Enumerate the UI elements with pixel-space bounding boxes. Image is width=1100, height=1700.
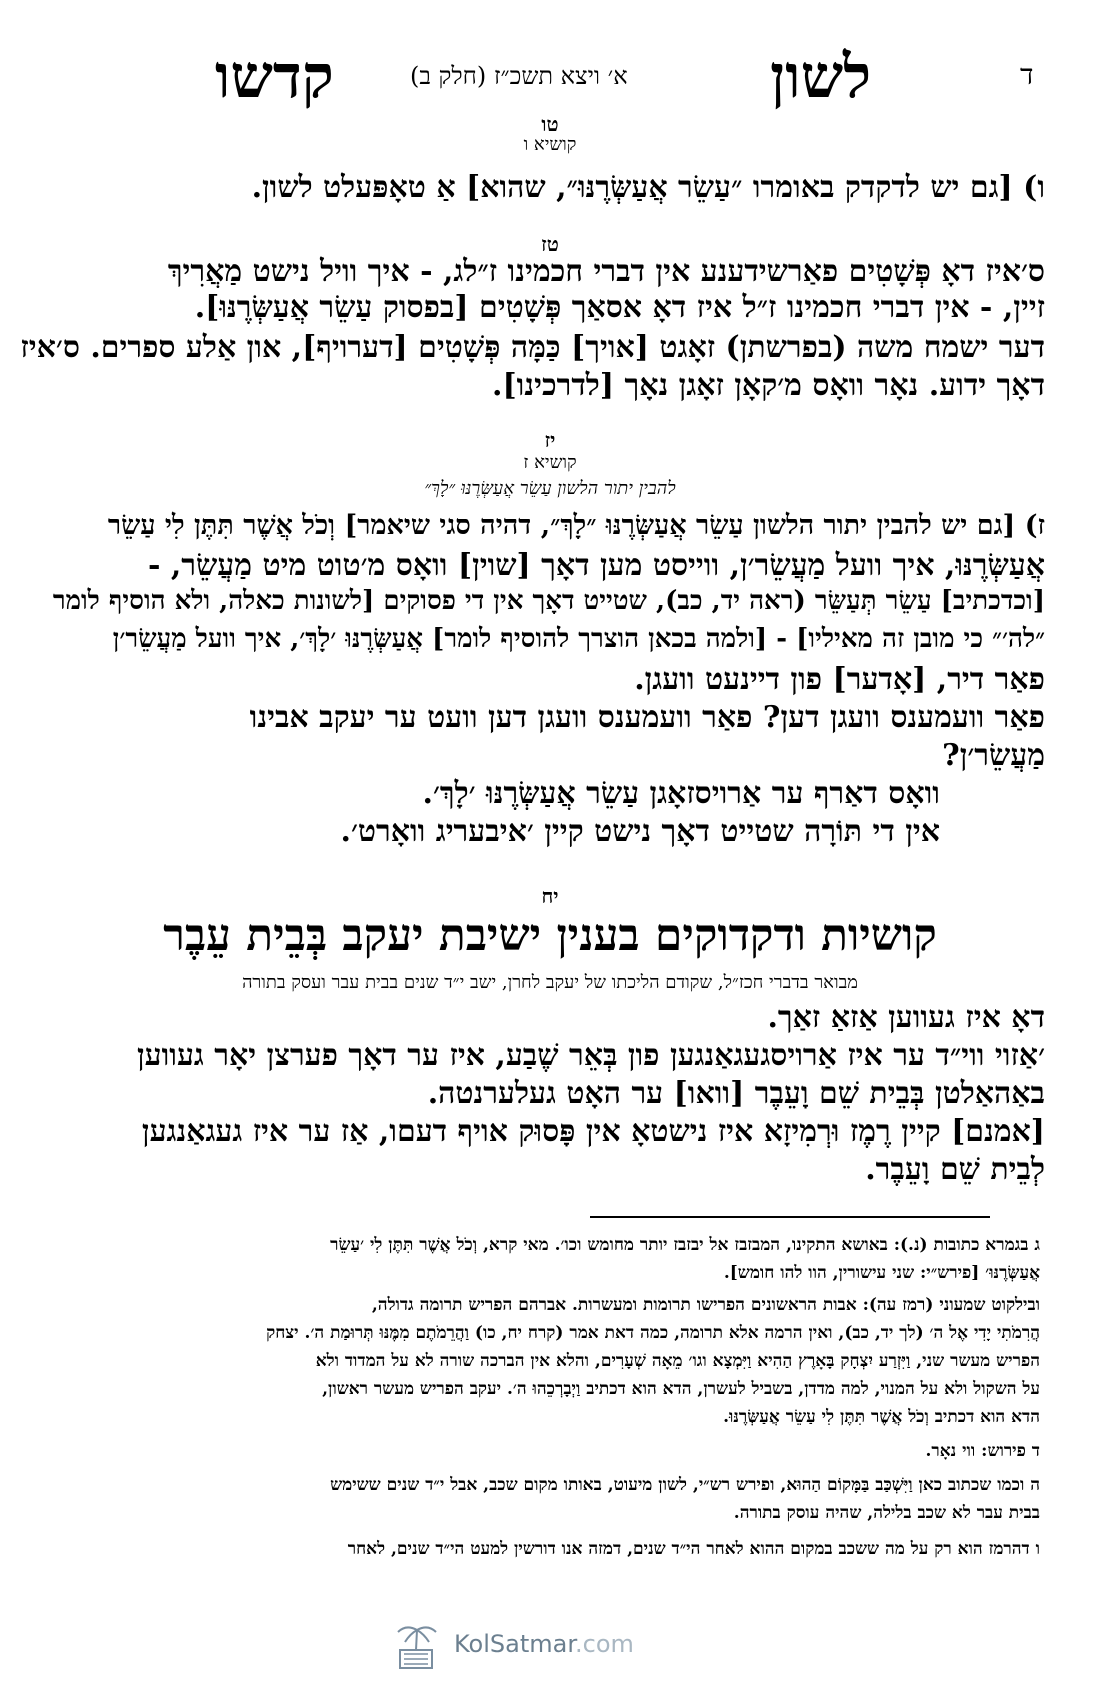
footnote-line: בבית עבר לא שכב בלילה, שהיה עוסק בתורה.: [733, 1503, 1040, 1523]
paragraph-line: דער ישמח משה (בפרשתן) זאָגט [אויך] כַּמָּה פְּשָׁטִים [דערויף], און אַלע ספרים. ס׳איז: [20, 330, 1045, 365]
paragraph-line: ״לה׳״ כי מובן זה מאיליו] - [ולמה בכאן הוצרך להוסיף לומר] אֲעַשְּׂרֶנּוּ ׳לָךְ׳, איך וועל מַעֲשֵׂר׳ן: [112, 624, 1045, 654]
watermark: [390, 1620, 650, 1680]
paragraph-line: ׳אַזוי ווי״ד ער איז אַרויסגעגאַנגען פון בְּאֵר שֶׁבַע, איז ער דאָך פערצן יאָר געווען: [136, 1038, 1045, 1073]
paragraph-line: ו) [גם יש לדקדק באומרו ״עַשֵׂר אֲעַשְּׂרֶנּוּ״, שהוא] אַ טאָפּעלט לשון.: [251, 170, 1045, 205]
footnote-divider: [590, 1216, 990, 1218]
paragraph-line: לְבֵית שֵׁם וָעֵבֶר.: [865, 1152, 1045, 1187]
paragraph-line: אין די תּוֹרָה שטייט דאָך נישט קיין ׳איבעריג וואָרט׳.: [340, 814, 940, 849]
header-title-left: קדשו: [215, 42, 334, 112]
footnote-line: ו דהרמז הוא רק על מה ששכב במקום ההוא לאחר הי״ד שנים, דמזה אנו דורשין למעט הי״ד שנים, לאחר: [347, 1539, 1040, 1559]
watermark-name: KolSatmar: [454, 1630, 575, 1658]
paragraph-line: אֲעַשְּׂרֶנּוּ, איך וועל מַעֲשֵׂר׳ן, ווייסט מען דאָך [שוין] וואָס מ׳טוט מיט מַעֲשֵׂר, -: [147, 548, 1045, 583]
section-number: יח: [541, 884, 559, 908]
header-title-right: לשון: [770, 42, 872, 112]
paragraph-line: פאַר וועמענס וועגן דען? פאַר וועמענס וועגן דען וועט ער יעקב אבינו: [249, 700, 1045, 735]
section-subheading: מבואר בדברי חכז״ל, שקודם הליכתו של יעקב לחרן, ישב י״ד שנים בבית עבר ועסק בתורה: [242, 972, 858, 993]
section-title: קושיות ודקדוקים בענין ישיבת יעקב בְּבֵית עֵבֶר: [163, 910, 937, 961]
paragraph-line: וואָס דאַרף ער אַרויסזאָגן עַשֵׂר אֲעַשְּׂרֶנּוּ ׳לָךְ׳.: [422, 776, 940, 811]
paragraph-line: מַעֲשֵׂר׳ן?: [942, 738, 1045, 773]
section-number: טו: [541, 112, 559, 136]
paragraph-line: באַהאַלטן בְּבֵית שֵׁם וָעֵבֶר [וואו] ער האָט געלערנטה.: [427, 1076, 1045, 1111]
section-number: יז: [544, 428, 556, 452]
header-subtitle: א׳ ויצא תשכ״ז (חלק ב): [410, 62, 628, 90]
paragraph-line: [אמנם] קיין רֶמֶז וּרְמִיזָא איז נישטאָ אין פָּסוּק אויף דעםו, אַז ער איז געגאַנגען: [141, 1114, 1045, 1149]
section-heading: קושיא ו: [523, 134, 577, 155]
paragraph-line: דאָך ידוע. נאָר וואָס מ׳קאָן זאָגן נאָך [לדרכינו].: [492, 368, 1045, 403]
footnote-line: ג בגמרא כתובות (נ.): באושא התקינו, המבזבז אל יבזבז יותר מחומש וכו׳. מאי קרא, וְכֹל אֲשֶׁר תִּתֶּן לִי ׳עַשֵׂר: [330, 1235, 1040, 1255]
page-number: ד: [1020, 58, 1034, 91]
paragraph-line: ז) [גם יש להבין יתור הלשון עַשֵׂר אֲעַשְּׂרֶנּוּ ״לָךְ״, דהיה סגי שיאמר] וְכֹל אֲשֶׁר תִּתֶּן לִי עַשֵׂר: [107, 510, 1045, 541]
section-heading: קושיא ז: [523, 452, 577, 473]
paragraph-line: זיין, - אין דברי חכמינו ז״ל איז דאָ אסאַך פְּשָׁטִים [בפסוק עַשֵׂר אֲעַשְּׂרֶנּוּ].: [194, 290, 1045, 325]
footnote-line: ובילקוט שמעוני (רמז עה): אבות הראשונים הפרישו תרומות ומעשרות. אברהם הפריש תרומה גדולה,: [371, 1295, 1040, 1315]
watermark-text: [454, 1630, 634, 1658]
watermark-domain: .com: [575, 1630, 634, 1658]
paragraph-line: פאַר דיר, [אָדער] פון דיינעט וועגן.: [634, 662, 1045, 697]
paragraph-line: [וכדכתיב] עַשֵׂר תְּעַשֵּׂר (ראה יד, כב), שטייט דאָך אין די פסוקים [לשונות כאלה, ולא הוסיף לומר: [52, 586, 1045, 616]
paragraph-line: דאָ איז געווען אַזאַ זאַך.: [767, 1000, 1045, 1035]
footnote-line: על השקול ולא על המנוי, למה מדדן, בשביל לעשרן, הדא הוא דכתיב וַיְבָרְכֵהוּ ה׳. יעקב הפריש מעשר ראשון,: [322, 1379, 1040, 1399]
footnote-line: הדא הוא דכתיב וְכֹל אֲשֶׁר תִּתֶּן לִי עַשֵׂר אֲעַשְּׂרֶנּוּ.: [723, 1407, 1040, 1427]
paragraph-line: ס׳איז דאָ פְּשָׁטִים פאַרשידענע אין דברי חכמינו ז״לג, - איך וויל נישט מַאֲרִיךְ: [167, 254, 1045, 289]
footnote-line: הֲרִמֹתִי יָדִי אֶל ה׳ (לך יד, כב), ואין הרמה אלא תרומה, כמה דאת אמר (קרח יח, כו) וַהֲרֵמֹתֶם מִמֶּנּוּ תְּרוּמַת ה׳. יצחק: [266, 1323, 1040, 1343]
palm-tree-logo-icon: [390, 1620, 442, 1672]
footnote-line: אֲעַשְּׂרֶנּוּ׳ [פירש״י: שני עישורין, הוו להו חומש].: [723, 1263, 1040, 1283]
section-subheading: להבין יתור הלשון עַשֵׂר אֲעַשְּׂרֶנּוּ ״לָךְ״: [424, 478, 676, 499]
footnote-line: הפריש מעשר שני, וַיִּזְרַע יִצְחָק בָּאָרֶץ הַהִיא וַיִּמְצָא וגו׳ מֵאָה שְׁעָרִים, והלא אין הברכה שורה לא על המדוד ולא: [315, 1351, 1040, 1371]
footnote-line: ה וכמו שכתוב כאן וַיִּשְׁכַּב בַּמָּקוֹם הַהוּא, ופירש רש״י, לשון מיעוט, באותו מקום שכב, אבל י״ד שנים ששימש: [330, 1475, 1040, 1495]
section-number: טז: [541, 232, 559, 256]
footnote-line: ד פירוש: ווי נאָר.: [925, 1441, 1040, 1461]
